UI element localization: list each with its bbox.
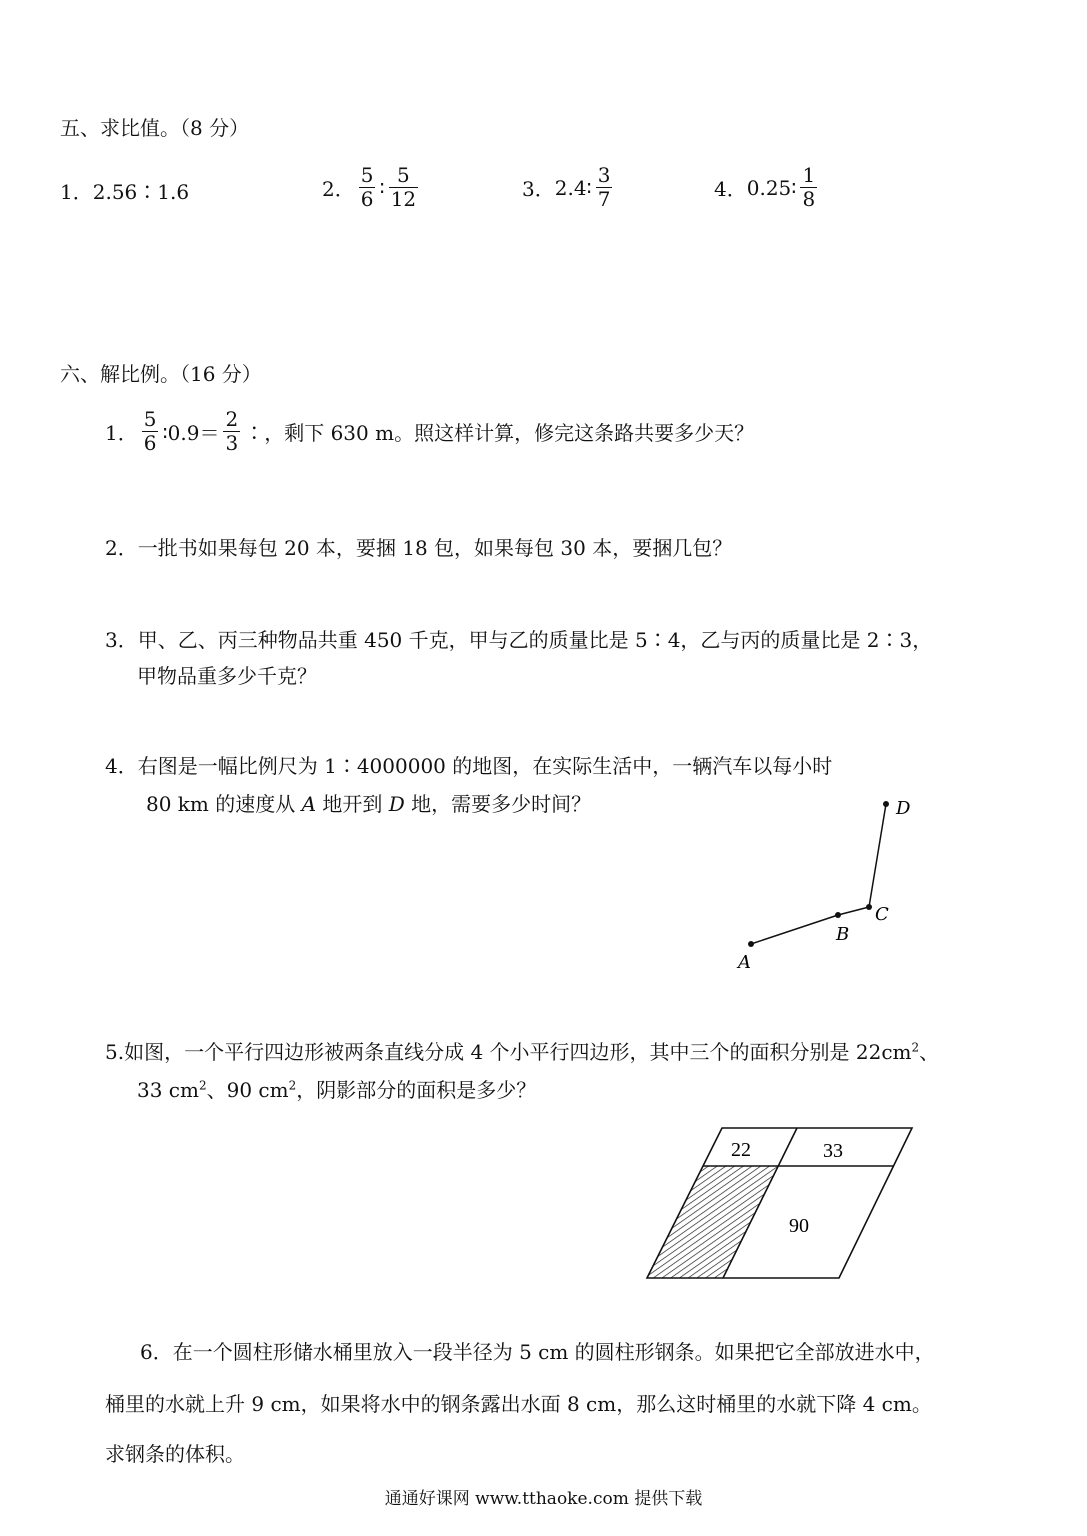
s6-q6-line2: 桶里的水就上升 9 cm，如果将水中的钢条露出水面 8 cm，那么这时桶里的水就下降 4 cm。 [105, 1392, 932, 1416]
s6-q1 [105, 408, 754, 455]
s6-q4-line1 [105, 750, 832, 779]
map-figure [730, 790, 930, 980]
s5-item-4-frac: $\frac{1}{8}$ [802, 163, 816, 211]
s6-q4-index: 4． [105, 754, 138, 778]
s6-q1-index: 1． [105, 421, 138, 445]
point-c [866, 904, 872, 910]
footer: 通通好课网 www.tthaoke.com 提供下载 [384, 1489, 703, 1509]
s6-q3-line2: 甲物品重多少千克？ [137, 664, 317, 688]
shaded-region [647, 1166, 778, 1278]
segment-ab [751, 915, 838, 944]
s5-item-1-text: 2.56∶1.6 [92, 180, 190, 204]
s6-q1-frac1: $\frac{5}{6}$ [143, 407, 157, 455]
s6-q3-text1: 甲、乙、丙三种物品共重 450 千克，甲与乙的质量比是 5∶4，乙与丙的质量比是 2∶3， [137, 628, 933, 652]
s5-item-3-lead: 2.4∶ [554, 175, 592, 200]
s6-q3-index: 3． [105, 628, 138, 652]
area-90-label: 90 [789, 1215, 809, 1237]
section5-heading: 五、求比值。（8 分） [60, 116, 250, 140]
s6-q4-point-d-ref: D [388, 792, 405, 816]
s6-q4-text1: 右图是一幅比例尺为 1∶4000000 的地图，在实际生活中，一辆汽车以每小时 [137, 754, 833, 778]
s6-q5-index: 5. [105, 1040, 125, 1064]
s6-q2-index: 2． [105, 536, 138, 560]
s5-item-3-frac: $\frac{3}{7}$ [597, 163, 611, 211]
s5-item-1-index: 1． [60, 180, 93, 204]
s5-item-4 [714, 164, 821, 211]
s5-item-1 [60, 176, 189, 205]
s5-item-2-frac1: $\frac{5}{6}$ [360, 163, 374, 211]
s6-q1-frac2: $\frac{2}{3}$ [225, 407, 239, 455]
point-a [748, 941, 754, 947]
s6-q2 [105, 532, 732, 561]
label-b: B [836, 924, 850, 945]
s6-q1-tail: ∶，剩下 630 m。照这样计算，修完这条路共要多少天？ [244, 421, 755, 445]
segment-cd [869, 804, 886, 907]
parallelogram-figure [640, 1122, 920, 1286]
area-22-label: 22 [731, 1139, 751, 1161]
s5-item-2-colon: ∶ [379, 175, 385, 200]
s5-item-3-index: 3． [522, 177, 555, 201]
s6-q4-point-a-ref: A [301, 792, 317, 816]
s6-q2-text: 一批书如果每包 20 本，要捆 18 包，如果每包 30 本，要捆几包？ [137, 536, 733, 560]
s5-item-4-index: 4． [714, 177, 747, 201]
s6-q6-line3: 求钢条的体积。 [105, 1442, 245, 1466]
label-c: C [875, 904, 889, 925]
s6-q6-line1: 6．在一个圆柱形储水桶里放入一段半径为 5 cm 的圆柱形钢条。如果把它全部放进水中， [140, 1340, 935, 1364]
s6-q5-line2: 33 $cm^2$、90 $cm^2$，阴影部分的面积是多少？ [137, 1078, 537, 1102]
s5-item-2 [322, 164, 422, 211]
s6-q4-line2: 80 km 的速度从 A 地开到 D 地，需要多少时间？ [146, 792, 592, 816]
s5-item-3 [522, 164, 616, 211]
point-d [883, 801, 889, 807]
label-a: A [738, 952, 751, 973]
point-b [835, 912, 841, 918]
s6-q1-middle: ∶0.9＝ [162, 421, 220, 445]
s6-q5-line1: 5.如图，一个平行四边形被两条直线分成 4 个小平行四边形，其中三个的面积分别是 $22cm^2$、 [105, 1040, 940, 1064]
s5-item-2-index: 2． [322, 177, 355, 201]
s6-q3-line1 [105, 624, 932, 653]
s5-item-4-lead: 0.25∶ [746, 175, 797, 200]
label-d: D [896, 798, 911, 819]
s5-item-2-frac2: $\frac{5}{12}$ [390, 163, 417, 211]
area-33-label: 33 [823, 1140, 843, 1162]
section6-heading: 六、解比例。（16 分） [60, 362, 262, 386]
segment-bc [838, 907, 869, 915]
